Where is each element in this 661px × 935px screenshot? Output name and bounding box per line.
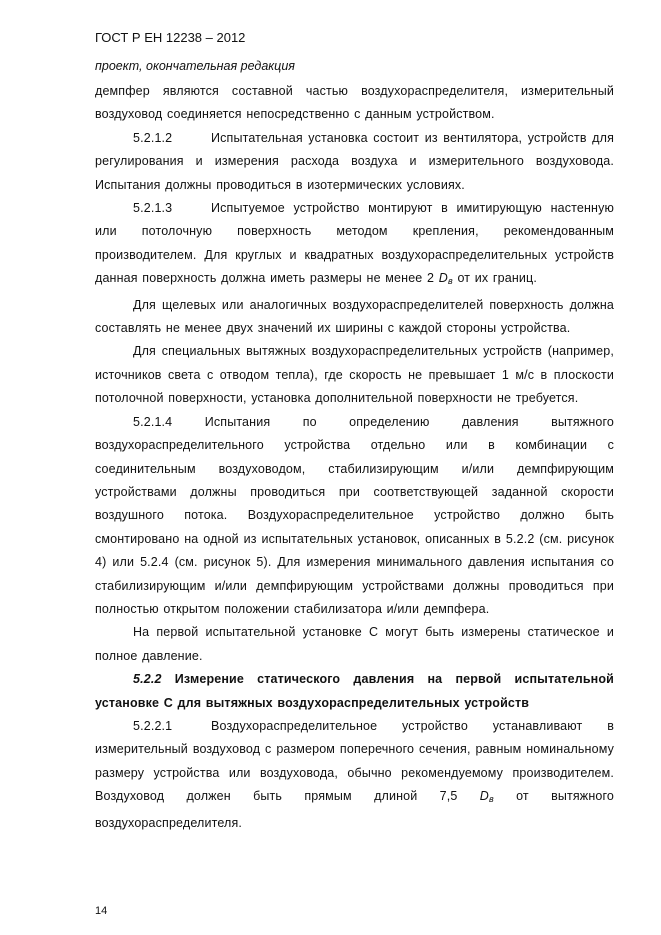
standard-designation: ГОСТ Р ЕН 12238 – 2012 <box>95 30 246 45</box>
clause-text: Испытуемое устройство монтируют в имитирующую настенную или потолочную поверхность методом крепления, рекомендованным производителем. Для круглых и квадратных воздухораспределительных устройств данная поверхность должна иметь размеры не менее 2 <box>95 201 614 286</box>
clause-5-2-1-4 <box>95 411 614 622</box>
clause-5-2-1-2 <box>95 127 614 197</box>
clause-text: Воздухораспределительное устройство устанавливают в измерительный воздуховод с размером поперечного сечения, равным номинальному размеру устройства или воздуховода, обычно рекомендуемому производителем. Воздуховод должен быть прямым длиной 7,5 <box>95 718 614 804</box>
symbol-d: D <box>479 789 489 804</box>
clause-number: 5.2.1.4 <box>133 414 173 429</box>
draft-note: проект, окончательная редакция <box>95 59 295 73</box>
symbol-d-subscript: в <box>447 276 453 287</box>
clause-text: Испытательная установка состоит из вентилятора, устройств для регулирования и измерения расхода воздуха и измерительного воздуховода. Испытания должны проводиться в изотермических условиях. <box>95 130 614 192</box>
section-number: 5.2.2 <box>133 672 162 687</box>
clause-number: 5.2.1.3 <box>133 201 173 216</box>
clause-5-2-1-3 <box>95 197 614 294</box>
section-heading-5-2-2 <box>95 668 614 715</box>
paragraph-special-exhaust: Для специальных вытяжных воздухораспределительных устройств (например, источников света с отводом тепла), где скорость не превышает 1 м/с в плоскости потолочной поверхности, установка дополнительной поверхности не требуется. <box>95 344 614 406</box>
clause-5-2-2-1 <box>95 715 614 835</box>
symbol-d-subscript: в <box>488 794 494 805</box>
paragraph-installation-c: На первой испытательной установке C могут быть измерены статическое и полное давление. <box>95 625 614 663</box>
clause-number: 5.2.1.2 <box>133 130 173 145</box>
page-number: 14 <box>95 905 108 917</box>
paragraph-continuation: демпфер являются составной частью воздухораспределителя, измерительный воздуховод соединяется непосредственно с данным устройством. <box>95 84 614 122</box>
symbol-d: D <box>438 271 448 286</box>
clause-text-end: от их границ. <box>457 271 537 286</box>
clause-number: 5.2.2.1 <box>133 718 173 733</box>
clause-text: Испытания по определению давления вытяжного воздухораспределительного устройства отдельно или в комбинации с соединительным воздуховодом, стабилизирующим и/или демпфирующим устройствами должны проводиться при соответствующей заданной скорости воздушного потока. Воздухораспределительное устройство должно быть смонтировано на одной из испытательных установок, описанных в 5.2.2 (см. рисунок 4) или 5.2.4 (см. рисунок 5). Для измерения минимального давления испытания со стабилизирующим и/или демпфирующим устройствами должны проводиться при полностью открытом положении стабилизатора и/или демпфера. <box>95 414 615 616</box>
body-text <box>95 80 614 835</box>
section-title: Измерение статического давления на первой испытательной установке C для вытяжных воздухораспределительных устройств <box>95 672 614 710</box>
clause-text-end: от вытяжного воздухораспределителя. <box>95 789 615 830</box>
paragraph-slot-diffusers: Для щелевых или аналогичных воздухораспределителей поверхность должна составлять не менее двух значений их ширины с каждой стороны устройства. <box>95 297 614 336</box>
